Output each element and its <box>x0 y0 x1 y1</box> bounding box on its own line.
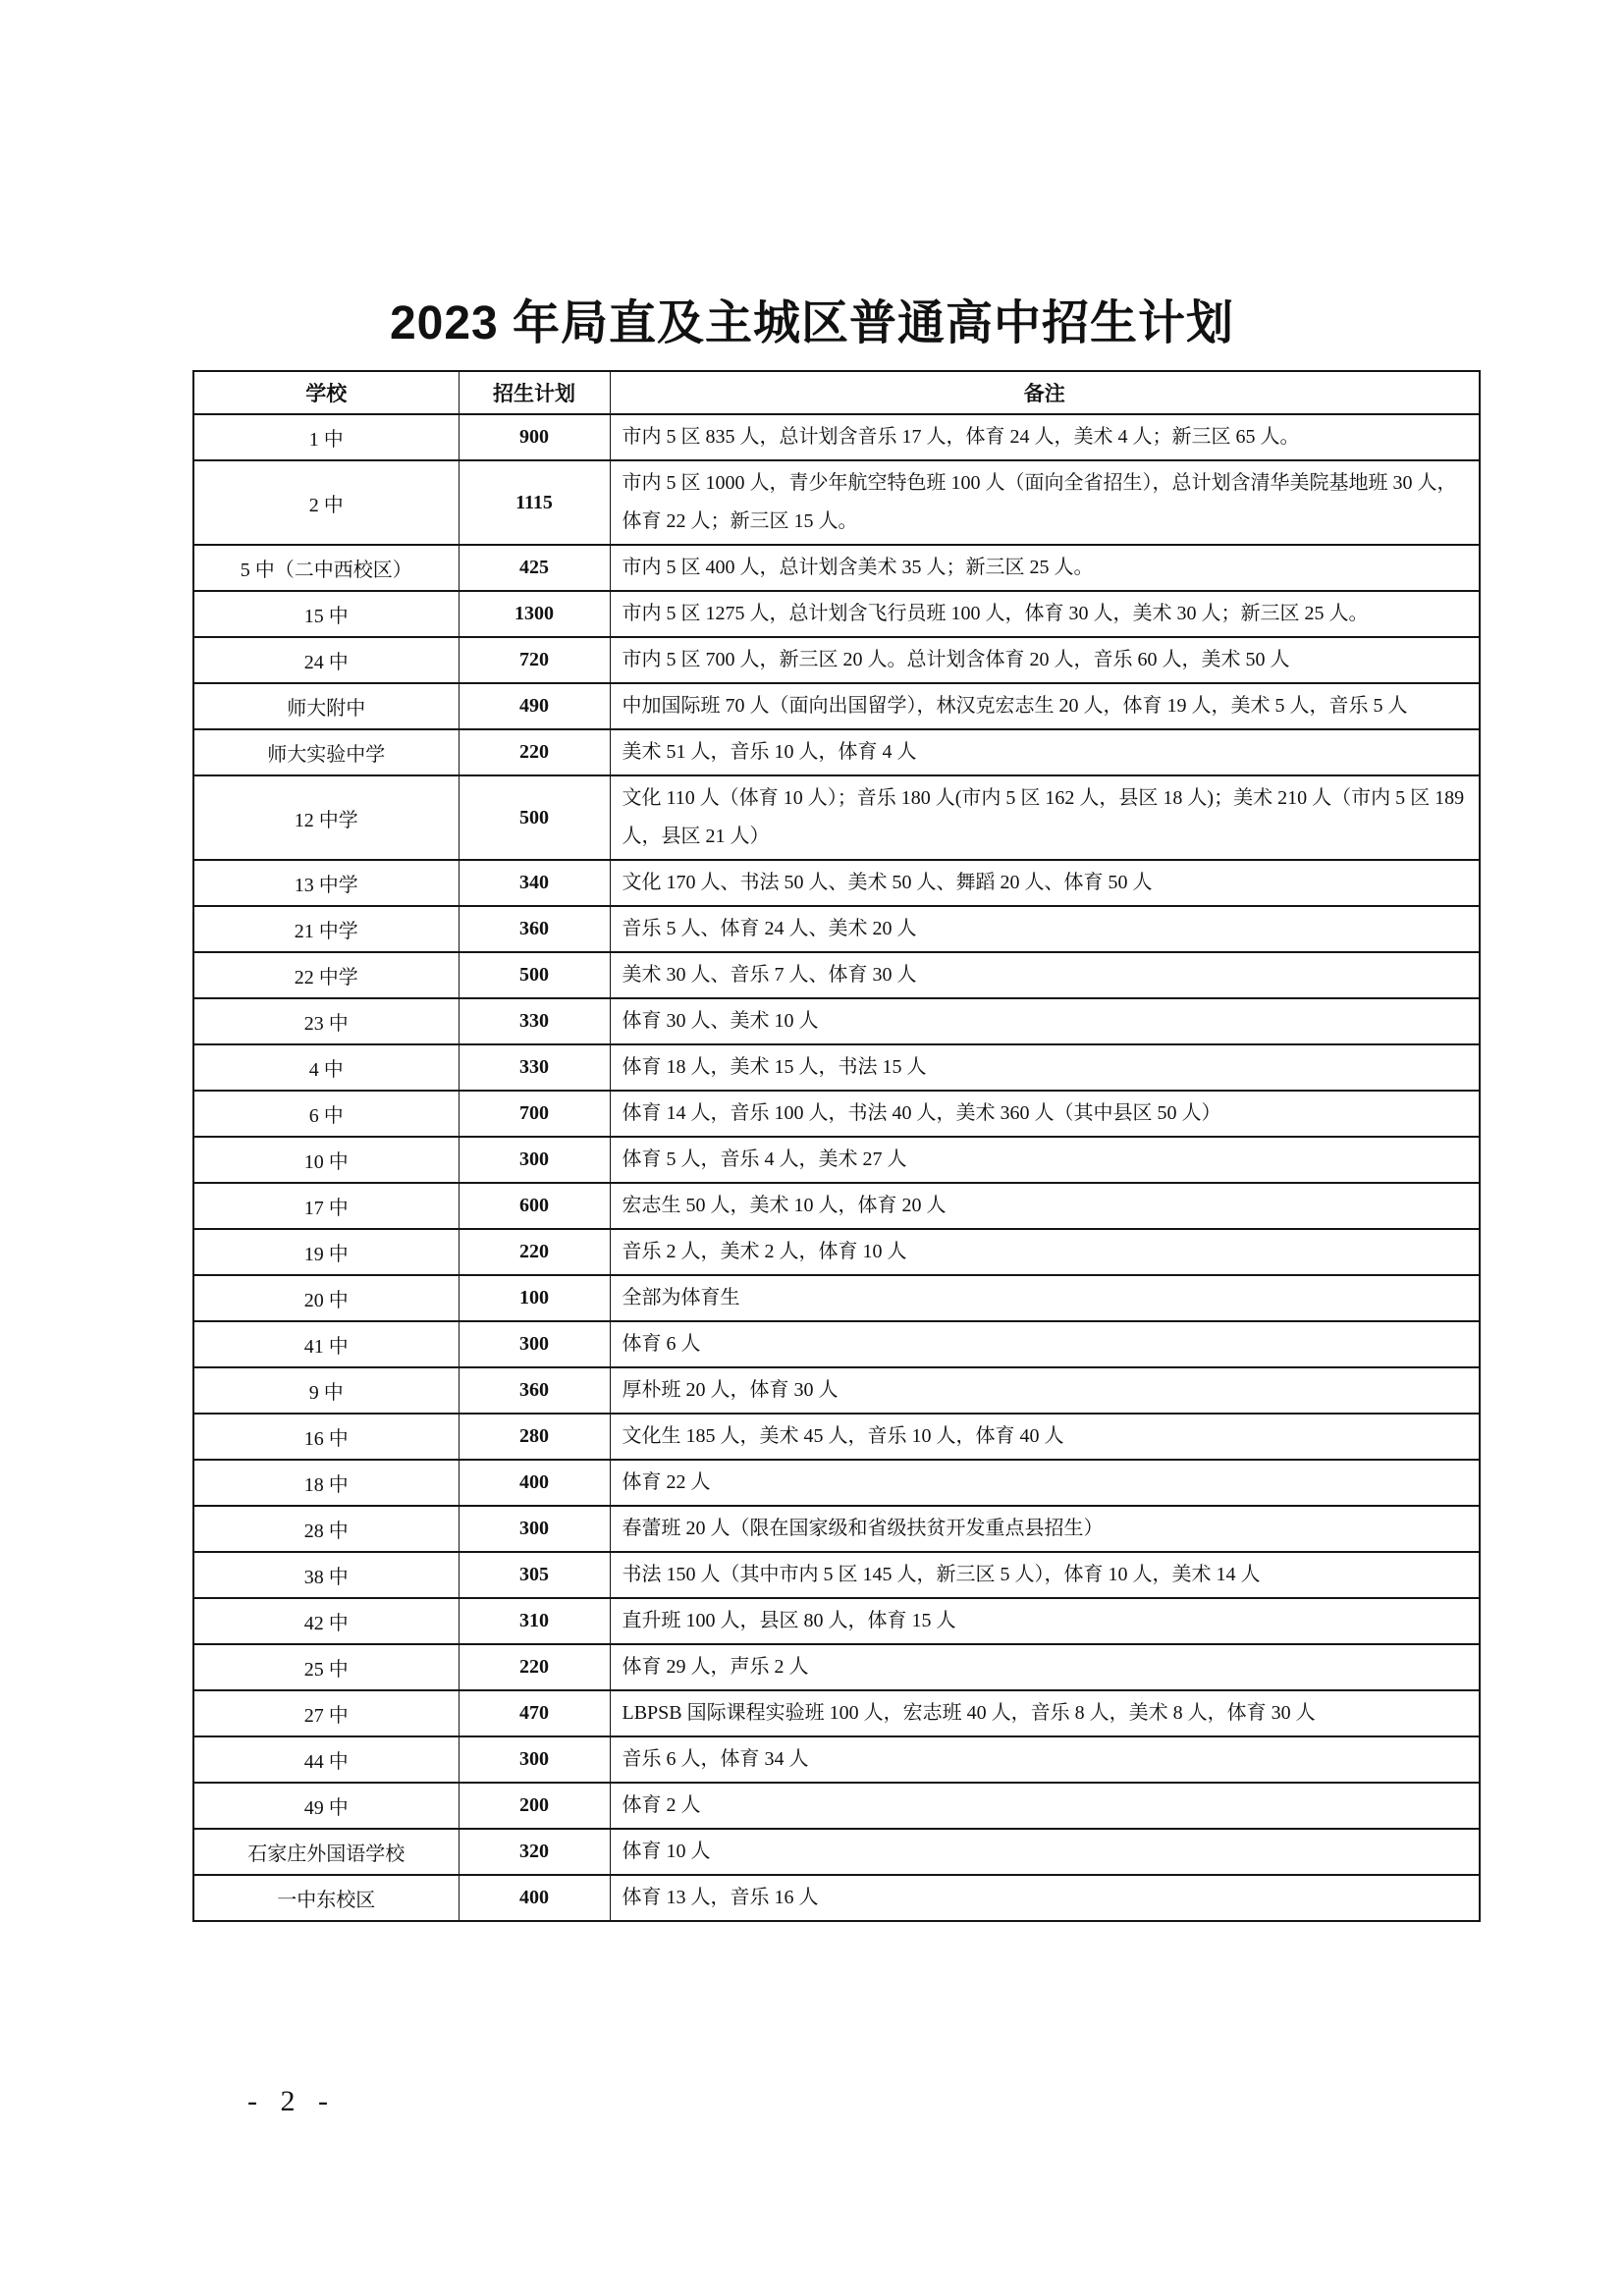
school-cell: 20 中 <box>193 1275 459 1321</box>
plan-cell: 200 <box>459 1783 610 1829</box>
note-cell: 春蕾班 20 人（限在国家级和省级扶贫开发重点县招生） <box>610 1506 1480 1552</box>
plan-cell: 320 <box>459 1829 610 1875</box>
table-row <box>193 1506 1480 1552</box>
table-row <box>193 1552 1480 1598</box>
school-cell: 38 中 <box>193 1552 459 1598</box>
page-number: - 2 - <box>247 2085 336 2117</box>
plan-cell: 425 <box>459 545 610 591</box>
plan-cell: 300 <box>459 1137 610 1183</box>
table-row <box>193 1875 1480 1921</box>
plan-cell: 300 <box>459 1736 610 1783</box>
note-cell: 市内 5 区 700 人，新三区 20 人。总计划含体育 20 人，音乐 60 人，美术 50 人 <box>610 637 1480 683</box>
school-cell: 49 中 <box>193 1783 459 1829</box>
note-cell: 直升班 100 人，县区 80 人，体育 15 人 <box>610 1598 1480 1644</box>
school-cell: 石家庄外国语学校 <box>193 1829 459 1875</box>
table-row <box>193 683 1480 729</box>
plan-cell: 100 <box>459 1275 610 1321</box>
page-title: 2023 年局直及主城区普通高中招生计划 <box>389 297 1235 349</box>
plan-cell: 500 <box>459 952 610 998</box>
plan-cell: 300 <box>459 1321 610 1367</box>
note-cell: 美术 30 人、音乐 7 人、体育 30 人 <box>610 952 1480 998</box>
note-cell: 市内 5 区 400 人，总计划含美术 35 人；新三区 25 人。 <box>610 545 1480 591</box>
school-cell: 23 中 <box>193 998 459 1044</box>
school-cell: 6 中 <box>193 1091 459 1137</box>
note-cell: 体育 5 人，音乐 4 人，美术 27 人 <box>610 1137 1480 1183</box>
table-row <box>193 545 1480 591</box>
table-row <box>193 906 1480 952</box>
school-cell: 12 中学 <box>193 775 459 860</box>
note-cell: 体育 29 人，声乐 2 人 <box>610 1644 1480 1690</box>
school-cell: 5 中（二中西校区） <box>193 545 459 591</box>
plan-cell: 220 <box>459 1644 610 1690</box>
plan-cell: 340 <box>459 860 610 906</box>
note-cell: 市内 5 区 835 人，总计划含音乐 17 人，体育 24 人，美术 4 人；新三区 65 人。 <box>610 414 1480 460</box>
note-cell: 体育 10 人 <box>610 1829 1480 1875</box>
note-cell: 美术 51 人，音乐 10 人，体育 4 人 <box>610 729 1480 775</box>
school-cell: 师大实验中学 <box>193 729 459 775</box>
note-cell: 音乐 6 人，体育 34 人 <box>610 1736 1480 1783</box>
plan-cell: 900 <box>459 414 610 460</box>
table-row <box>193 1414 1480 1460</box>
table-row <box>193 1690 1480 1736</box>
note-cell: 体育 30 人、美术 10 人 <box>610 998 1480 1044</box>
plan-cell: 310 <box>459 1598 610 1644</box>
table-row <box>193 460 1480 545</box>
table-row <box>193 1229 1480 1275</box>
table-row <box>193 1183 1480 1229</box>
table-row <box>193 1829 1480 1875</box>
note-cell: 市内 5 区 1275 人，总计划含飞行员班 100 人，体育 30 人，美术 30 人；新三区 25 人。 <box>610 591 1480 637</box>
table-row <box>193 998 1480 1044</box>
note-cell: 体育 14 人，音乐 100 人，书法 40 人，美术 360 人（其中县区 50 人） <box>610 1091 1480 1137</box>
plan-cell: 360 <box>459 1367 610 1414</box>
table-row <box>193 1044 1480 1091</box>
note-cell: 厚朴班 20 人，体育 30 人 <box>610 1367 1480 1414</box>
column-header-note: 备注 <box>610 371 1480 414</box>
school-cell: 22 中学 <box>193 952 459 998</box>
school-cell: 41 中 <box>193 1321 459 1367</box>
note-cell: 音乐 5 人、体育 24 人、美术 20 人 <box>610 906 1480 952</box>
plan-cell: 1300 <box>459 591 610 637</box>
table-row <box>193 952 1480 998</box>
table-row <box>193 729 1480 775</box>
note-cell: LBPSB 国际课程实验班 100 人，宏志班 40 人，音乐 8 人，美术 8 人，体育 30 人 <box>610 1690 1480 1736</box>
school-cell: 27 中 <box>193 1690 459 1736</box>
school-cell: 25 中 <box>193 1644 459 1690</box>
table-row <box>193 1137 1480 1183</box>
table-row <box>193 1736 1480 1783</box>
plan-cell: 700 <box>459 1091 610 1137</box>
school-cell: 15 中 <box>193 591 459 637</box>
school-cell: 16 中 <box>193 1414 459 1460</box>
column-header-school: 学校 <box>193 371 459 414</box>
note-cell: 体育 18 人，美术 15 人，书法 15 人 <box>610 1044 1480 1091</box>
note-cell: 宏志生 50 人，美术 10 人，体育 20 人 <box>610 1183 1480 1229</box>
plan-cell: 330 <box>459 1044 610 1091</box>
table-row <box>193 1644 1480 1690</box>
plan-cell: 220 <box>459 729 610 775</box>
school-cell: 一中东校区 <box>193 1875 459 1921</box>
note-cell: 书法 150 人（其中市内 5 区 145 人，新三区 5 人），体育 10 人，美术 14 人 <box>610 1552 1480 1598</box>
table-row <box>193 1321 1480 1367</box>
table-row <box>193 414 1480 460</box>
table-row <box>193 1598 1480 1644</box>
table-body <box>193 414 1480 1921</box>
note-cell: 体育 6 人 <box>610 1321 1480 1367</box>
school-cell: 13 中学 <box>193 860 459 906</box>
table-row <box>193 1091 1480 1137</box>
school-cell: 44 中 <box>193 1736 459 1783</box>
plan-cell: 400 <box>459 1875 610 1921</box>
note-cell: 体育 13 人，音乐 16 人 <box>610 1875 1480 1921</box>
note-cell: 中加国际班 70 人（面向出国留学），林汉克宏志生 20 人，体育 19 人，美术 5 人，音乐 5 人 <box>610 683 1480 729</box>
table-header-row <box>193 371 1480 414</box>
note-cell: 文化 170 人、书法 50 人、美术 50 人、舞蹈 20 人、体育 50 人 <box>610 860 1480 906</box>
note-cell: 市内 5 区 1000 人，青少年航空特色班 100 人（面向全省招生），总计划含清华美院基地班 30 人，体育 22 人；新三区 15 人。 <box>610 460 1480 545</box>
plan-cell: 1115 <box>459 460 610 545</box>
plan-cell: 400 <box>459 1460 610 1506</box>
plan-cell: 720 <box>459 637 610 683</box>
school-cell: 21 中学 <box>193 906 459 952</box>
table-row <box>193 1275 1480 1321</box>
note-cell: 全部为体育生 <box>610 1275 1480 1321</box>
school-cell: 1 中 <box>193 414 459 460</box>
note-cell: 音乐 2 人，美术 2 人，体育 10 人 <box>610 1229 1480 1275</box>
school-cell: 师大附中 <box>193 683 459 729</box>
plan-cell: 330 <box>459 998 610 1044</box>
note-cell: 体育 2 人 <box>610 1783 1480 1829</box>
table-row <box>193 1783 1480 1829</box>
table-row <box>193 775 1480 860</box>
table-row <box>193 1460 1480 1506</box>
school-cell: 9 中 <box>193 1367 459 1414</box>
school-cell: 17 中 <box>193 1183 459 1229</box>
note-cell: 文化 110 人（体育 10 人）；音乐 180 人(市内 5 区 162 人，县区 18 人)；美术 210 人（市内 5 区 189 人，县区 21 人） <box>610 775 1480 860</box>
plan-cell: 300 <box>459 1506 610 1552</box>
plan-cell: 305 <box>459 1552 610 1598</box>
school-cell: 10 中 <box>193 1137 459 1183</box>
table-row <box>193 591 1480 637</box>
enrollment-table <box>192 370 1481 1922</box>
school-cell: 24 中 <box>193 637 459 683</box>
school-cell: 4 中 <box>193 1044 459 1091</box>
school-cell: 19 中 <box>193 1229 459 1275</box>
note-cell: 文化生 185 人，美术 45 人，音乐 10 人，体育 40 人 <box>610 1414 1480 1460</box>
plan-cell: 280 <box>459 1414 610 1460</box>
school-cell: 18 中 <box>193 1460 459 1506</box>
plan-cell: 500 <box>459 775 610 860</box>
table-row <box>193 860 1480 906</box>
plan-cell: 600 <box>459 1183 610 1229</box>
plan-cell: 220 <box>459 1229 610 1275</box>
column-header-plan: 招生计划 <box>459 371 610 414</box>
table-row <box>193 637 1480 683</box>
plan-cell: 360 <box>459 906 610 952</box>
note-cell: 体育 22 人 <box>610 1460 1480 1506</box>
table-row <box>193 1367 1480 1414</box>
plan-cell: 490 <box>459 683 610 729</box>
school-cell: 2 中 <box>193 460 459 545</box>
school-cell: 42 中 <box>193 1598 459 1644</box>
school-cell: 28 中 <box>193 1506 459 1552</box>
plan-cell: 470 <box>459 1690 610 1736</box>
